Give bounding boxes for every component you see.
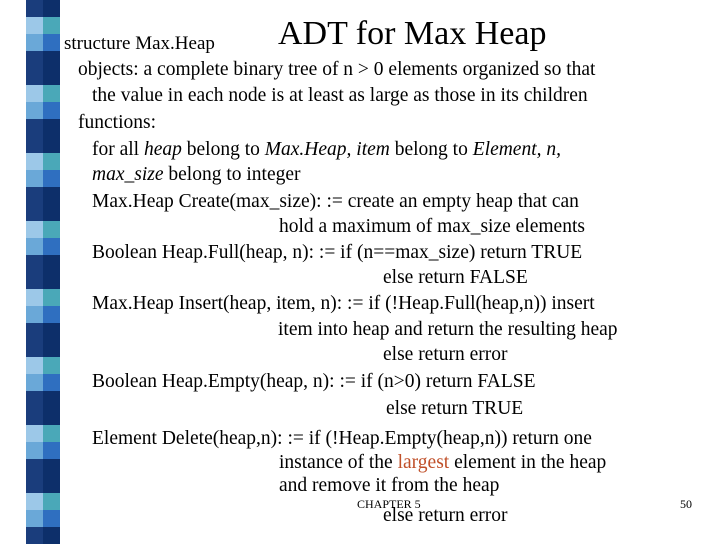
max-size-line [92,164,301,186]
stripe-block [26,221,43,238]
element-n-vars: Element, n, [472,139,561,160]
stripe-block [43,374,60,391]
stripe-block [43,357,60,374]
stripe-block [26,442,43,459]
stripe-block [43,51,60,68]
stripe-block [26,476,43,493]
item-var: item [356,139,390,160]
stripe-block [43,289,60,306]
stripe-block [43,510,60,527]
stripe-block [43,255,60,272]
insert-line-2: item into heap and return the resulting heap [278,319,618,340]
delete-line-1: Element Delete(heap,n): := if (!Heap.Empty(heap,n)) return one [92,428,592,449]
stripe-block [43,187,60,204]
stripe-block [43,102,60,119]
stripe-block [26,510,43,527]
stripe-block [43,68,60,85]
stripe-block [26,68,43,85]
stripe-block [26,289,43,306]
objects-line-2: the value in each node is at least as large as those in its children [92,85,588,106]
stripe-block [26,136,43,153]
stripe-block [26,408,43,425]
stripe-block [26,425,43,442]
heapempty-line-2: else return TRUE [386,398,524,419]
stripe-block [26,0,43,17]
stripe-block [43,85,60,102]
stripe-block [43,306,60,323]
largest-highlight: largest [397,452,450,473]
stripe-block [43,340,60,357]
stripe-block [26,391,43,408]
stripe-block [43,238,60,255]
belong-to-text-2: belong to [394,139,468,160]
stripe-block [26,170,43,187]
stripe-block [43,221,60,238]
stripe-block [26,51,43,68]
stripe-block [43,119,60,136]
for-all-text: for all [92,139,140,160]
stripe-block [26,17,43,34]
stripe-block [26,153,43,170]
stripe-block [26,204,43,221]
page-number: 50 [680,497,692,511]
insert-line-1: Max.Heap Insert(heap, item, n): := if (!Heap.Full(heap,n)) insert [92,293,595,314]
heapfull-line-1: Boolean Heap.Full(heap, n): := if (n==max_size) return TRUE [92,242,583,263]
stripe-block [26,459,43,476]
for-all-line [92,139,561,161]
stripe-block [43,0,60,17]
stripe-block [43,408,60,425]
objects-line-1: objects: a complete binary tree of n > 0 elements organized so that [78,59,596,80]
stripe-block [43,493,60,510]
belong-to-integer-text: belong to integer [168,164,301,185]
heapfull-line-2: else return FALSE [383,267,528,288]
stripe-block [26,306,43,323]
stripe-block [43,136,60,153]
footer-chapter: CHAPTER 5 [357,497,421,511]
functions-label: functions: [78,112,156,133]
stripe-block [26,357,43,374]
delete-line-2-post: element in the heap [454,452,607,473]
create-line-2: hold a maximum of max_size elements [279,216,585,237]
stripe-block [26,34,43,51]
belong-to-text-1: belong to [186,139,260,160]
stripe-block [26,85,43,102]
stripe-block [43,170,60,187]
delete-line-3: and remove it from the heap [279,475,500,496]
stripe-block [43,272,60,289]
stripe-block [43,442,60,459]
stripe-block [43,204,60,221]
delete-line-4: else return error [383,505,508,526]
slide-title: ADT for Max Heap [278,15,547,52]
stripe-block [43,153,60,170]
stripe-block [43,425,60,442]
stripe-block [26,340,43,357]
maxheap-type: Max.Heap, [264,139,352,160]
max-size-var: max_size [92,164,164,185]
stripe-block [26,493,43,510]
stripe-block [26,323,43,340]
delete-line-2 [279,452,606,474]
stripe-block [43,17,60,34]
heapempty-line-1: Boolean Heap.Empty(heap, n): := if (n>0) return FALSE [92,371,536,392]
heap-var: heap [143,139,182,160]
stripe-block [43,391,60,408]
stripe-block [43,323,60,340]
create-line-1: Max.Heap Create(max_size): := create an empty heap that can [92,191,579,212]
structure-label: structure Max.Heap [64,33,215,54]
stripe-block [43,527,60,544]
stripe-block [43,459,60,476]
stripe-block [43,34,60,51]
stripe-block [43,476,60,493]
stripe-block [26,527,43,544]
stripe-block [26,272,43,289]
stripe-block [26,374,43,391]
stripe-block [26,238,43,255]
stripe-block [26,102,43,119]
insert-line-3: else return error [383,344,508,365]
stripe-block [26,255,43,272]
stripe-block [26,187,43,204]
decorative-stripe [26,0,60,540]
stripe-block [26,119,43,136]
delete-line-2-pre: instance of the [279,452,393,473]
